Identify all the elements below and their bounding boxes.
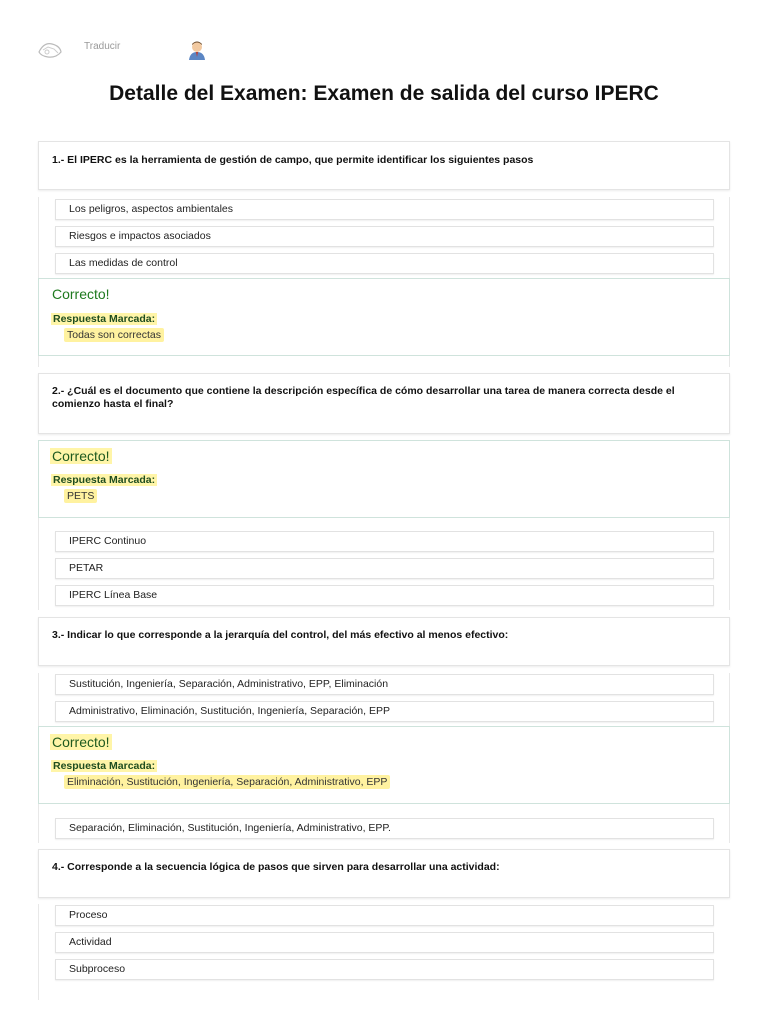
option-item[interactable]: Separación, Eliminación, Sustitución, Ingeniería, Administrativo, EPP. [55,818,714,839]
question-text: 4.- Corresponde a la secuencia lógica de pasos que sirven para desarrollar una actividad: [52,861,500,873]
option-item[interactable]: Actividad [55,932,714,953]
question-text: 3.- Indicar lo que corresponde a la jerarquía del control, del más efectivo al menos efectivo: [52,629,509,641]
result-status: Correcto! [52,286,110,302]
translate-link[interactable]: Traducir [84,41,121,52]
marked-answer-value: Todas son correctas [64,328,164,342]
option-item[interactable]: Subproceso [55,959,714,980]
question-card [38,849,730,898]
marked-answer-label: Respuesta Marcada: [53,313,156,325]
option-item[interactable]: Los peligros, aspectos ambientales [55,199,714,220]
marked-answer-value: Eliminación, Sustitución, Ingeniería, Separación, Administrativo, EPP [64,775,390,789]
result-status: Correcto! [52,448,110,464]
answer-result-box [38,726,730,804]
top-bar [0,0,768,70]
marked-answer-label: Respuesta Marcada: [53,760,156,772]
answer-result-box [38,440,730,518]
marked-answer-value: PETS [64,489,97,503]
page-title: Detalle del Examen: Examen de salida del curso IPERC [109,82,659,105]
logo-icon[interactable] [36,38,64,60]
question-card [38,373,730,434]
option-item[interactable]: Proceso [55,905,714,926]
option-item[interactable]: IPERC Continuo [55,531,714,552]
question-text: 1.- El IPERC es la herramienta de gestión de campo, que permite identificar los siguientes pasos [52,154,534,166]
marked-answer-label: Respuesta Marcada: [53,474,156,486]
option-item[interactable]: Sustitución, Ingeniería, Separación, Administrativo, EPP, Eliminación [55,674,714,695]
user-avatar-icon[interactable] [188,40,206,60]
question-text: 2.- ¿Cuál es el documento que contiene la descripción específica de cómo desarrollar una tarea de manera correcta desde el comienzo hasta el final? [52,385,675,410]
option-item[interactable]: Las medidas de control [55,253,714,274]
option-item[interactable]: IPERC Línea Base [55,585,714,606]
option-item[interactable]: PETAR [55,558,714,579]
question-card [38,617,730,666]
option-item[interactable]: Administrativo, Eliminación, Sustitución, Ingeniería, Separación, EPP [55,701,714,722]
question-card [38,141,730,190]
answer-result-box [38,278,730,356]
result-status: Correcto! [52,734,110,750]
option-item[interactable]: Riesgos e impactos asociados [55,226,714,247]
